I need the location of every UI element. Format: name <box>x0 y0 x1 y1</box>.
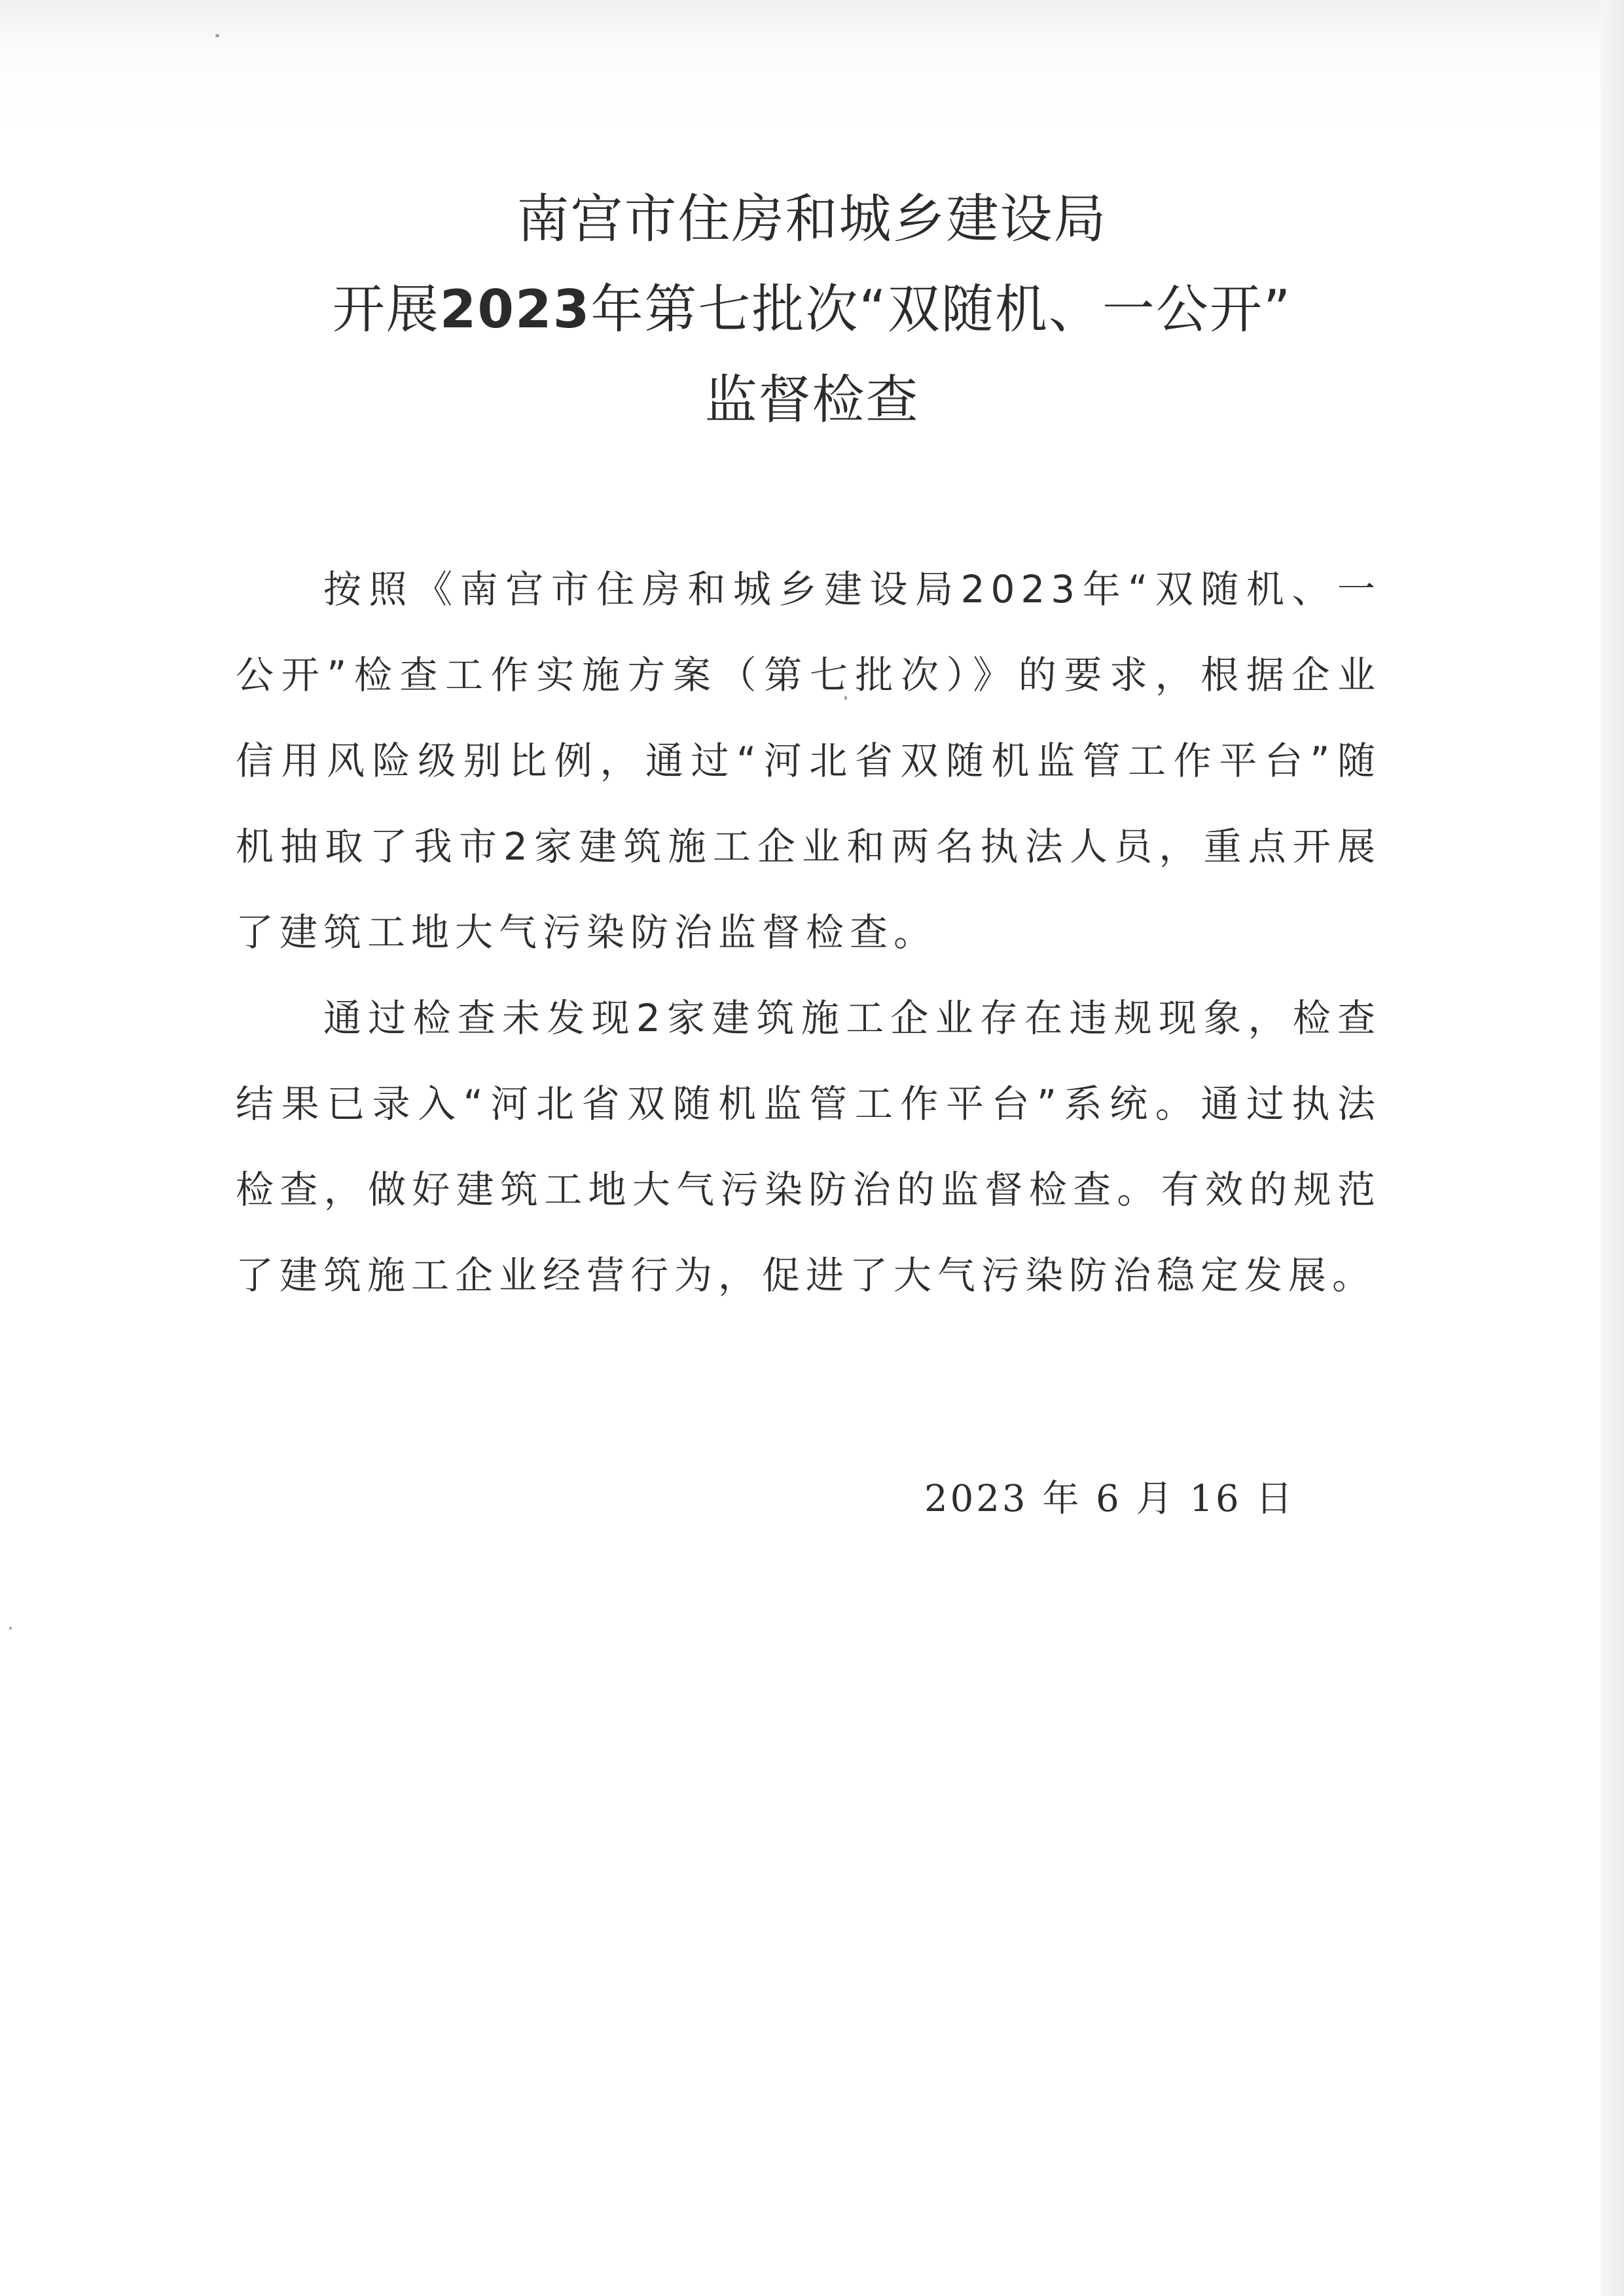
document-body <box>236 547 1381 1319</box>
paragraph-line: 检查，做好建筑工地大气污染防治的监督检查。有效的规范 <box>236 1167 1381 1212</box>
title-line-2-suffix: 年第七批次“双随机、一公开” <box>590 279 1292 340</box>
paragraph-line: 信用风险级别比例，通过“河北省双随机监管工作平台”随 <box>236 738 1381 783</box>
document-title <box>0 189 1624 430</box>
paragraph-line: 结果已录入“河北省双随机监管工作平台”系统。通过执法 <box>236 1082 1381 1126</box>
title-line-2-year: 2023 <box>439 279 591 340</box>
paragraph-line: 机抽取了我市2家建筑施工企业和两名执法人员，重点开展 <box>236 824 1381 869</box>
title-line-2 <box>0 279 1624 340</box>
scan-speck <box>215 34 219 37</box>
title-line-1: 南宫市住房和城乡建设局 <box>516 189 1108 249</box>
paragraph-1 <box>236 547 1381 975</box>
scan-speck <box>9 1627 12 1630</box>
paragraph-line: 通过检查未发现2家建筑施工企业存在违规现象，检查 <box>323 996 1381 1040</box>
paragraph-line: 了建筑施工企业经营行为，促进了大气污染防治稳定发展。 <box>236 1253 1377 1298</box>
document-date: 2023 年 6 月 16 日 <box>924 1478 1295 1520</box>
paragraph-line: 按照《南宫市住房和城乡建设局2023年“双随机、一 <box>323 567 1381 611</box>
paragraph-line: 公开”检查工作实施方案（第七批次）》的要求，根据企业 <box>236 653 1381 697</box>
paragraph-2 <box>236 975 1381 1319</box>
paragraph-line: 了建筑工地大气污染防治监督检查。 <box>236 910 938 955</box>
title-line-2-prefix: 开展 <box>332 279 440 340</box>
title-line-3: 监督检查 <box>704 369 920 430</box>
